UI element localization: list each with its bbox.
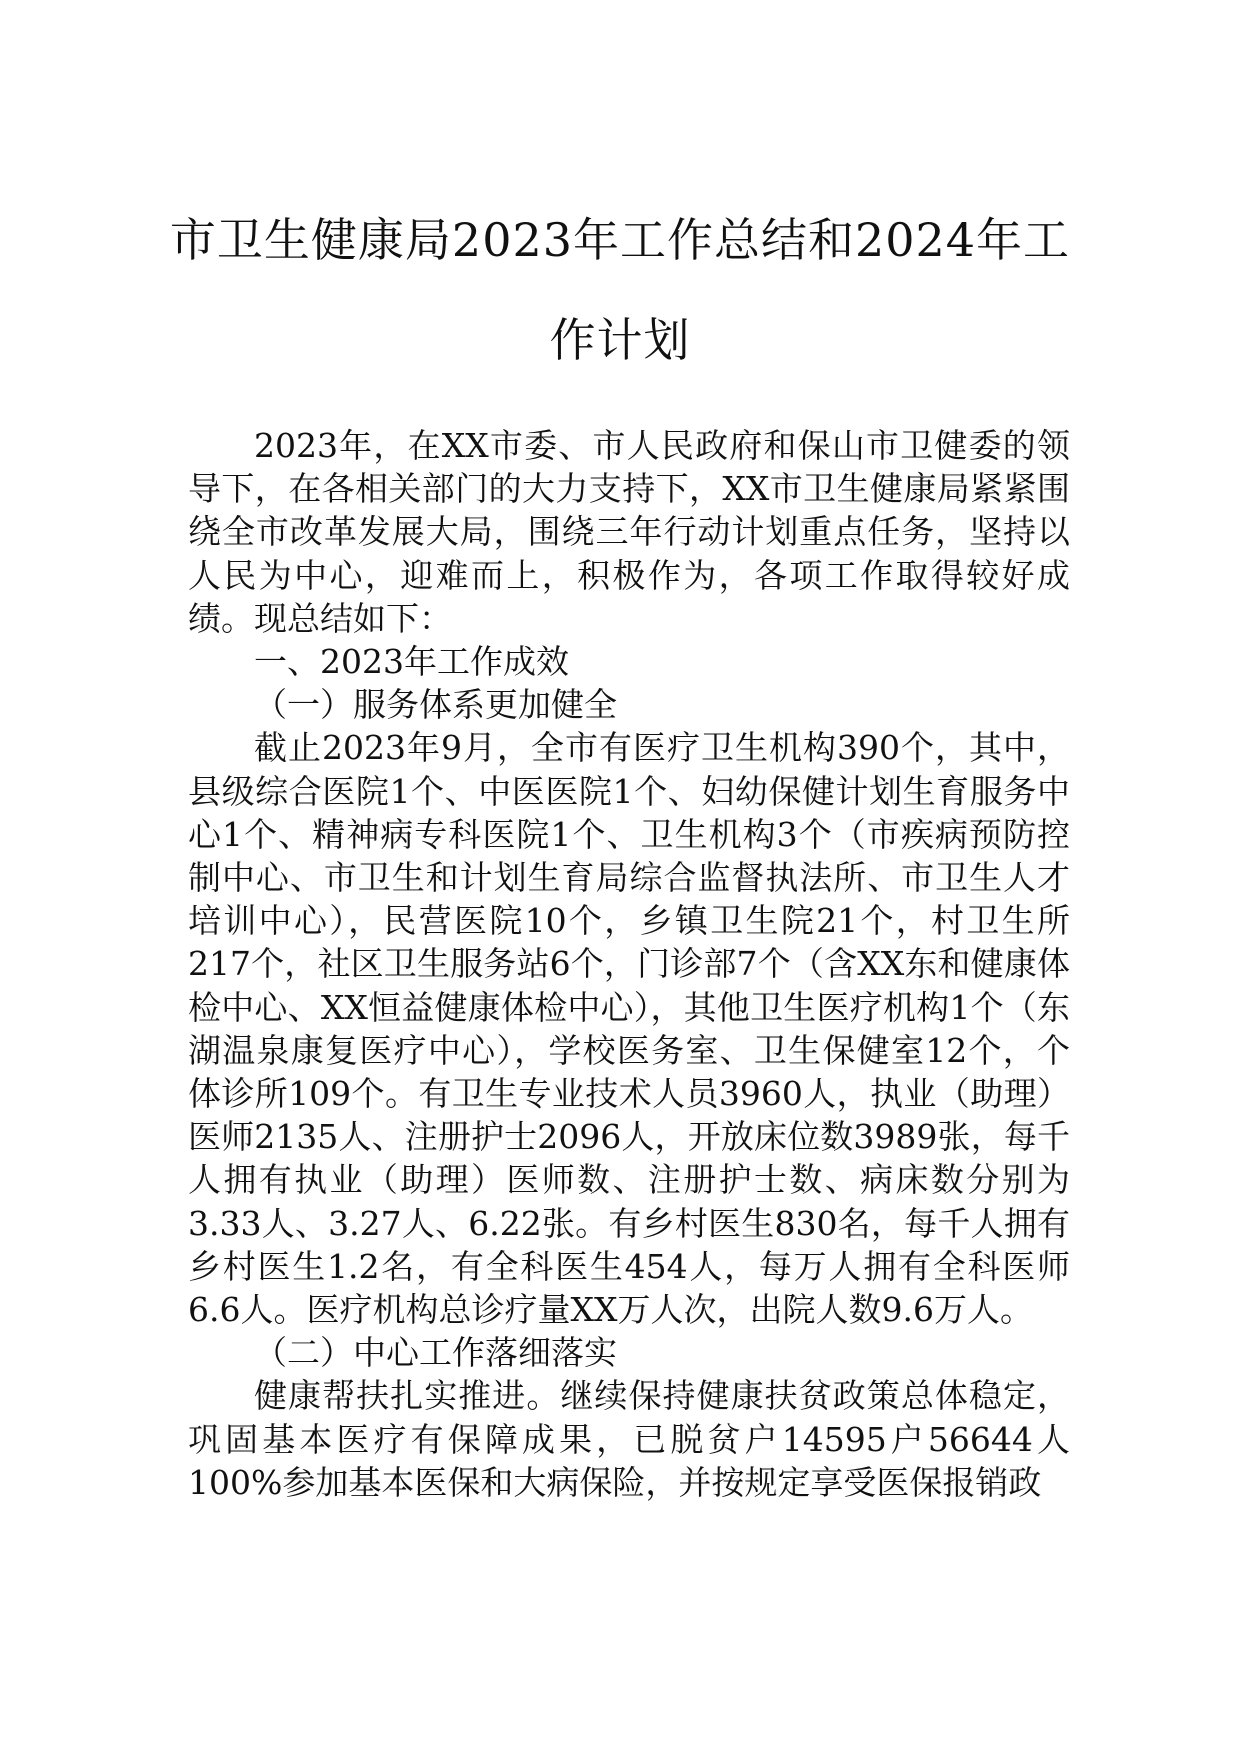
subsection-1-paragraph: 截止2023年9月，全市有医疗卫生机构390个，其中，县级综合医院1个、中医医院1个、妇幼保健计划生育服务中心1个、精神病专科医院1个、卫生机构3个（市疾病预防控制中心、市卫生和计划生育局综合监督执法所、市卫生人才培训中心），民营医院10个，乡镇卫生院21个，村卫生所217个，社区卫生服务站6个，门诊部7个（含XX东和健康体检中心、XX恒益健康体检中心），其他卫生医疗机构1个（东湖温泉康复医疗中心），学校医务室、卫生保健室12个，个体诊所109个。有卫生专业技术人员3960人，执业（助理）医师2135人、注册护士2096人，开放床位数3989张，每千人拥有执业（助理）医师数、注册护士数、病床数分别为3.33人、3.27人、6.22张。有乡村医生830名，每千人拥有乡村医生1.2名，有全科医生454人，每万人拥有全科医师6.6人。医疗机构总诊疗量XX万人次，出院人数9.6万人。 [188,728,1070,1330]
document-title [150,190,1090,390]
title-line-2: 作计划 [549,313,691,367]
section-heading-1: 一、2023年工作成效 [254,642,569,682]
subsection-heading-2: （二）中心工作落细落实 [254,1333,617,1373]
subsection-2-paragraph: 健康帮扶扎实推进。继续保持健康扶贫政策总体稳定，巩固基本医疗有保障成果，已脱贫户14595户56644人100%参加基本医保和大病保险，并按规定享受医保报销政 [188,1376,1070,1502]
document-body [188,424,1070,1504]
subsection-heading-1: （一）服务体系更加健全 [254,685,617,725]
intro-paragraph: 2023年，在XX市委、市人民政府和保山市卫健委的领导下，在各相关部门的大力支持下，XX市卫生健康局紧紧围绕全市改革发展大局，围绕三年行动计划重点任务，坚持以人民为中心，迎难而上，积极作为，各项工作取得较好成绩。现总结如下： [188,426,1070,638]
title-line-1: 市卫生健康局2023年工作总结和2024年工 [169,213,1071,267]
